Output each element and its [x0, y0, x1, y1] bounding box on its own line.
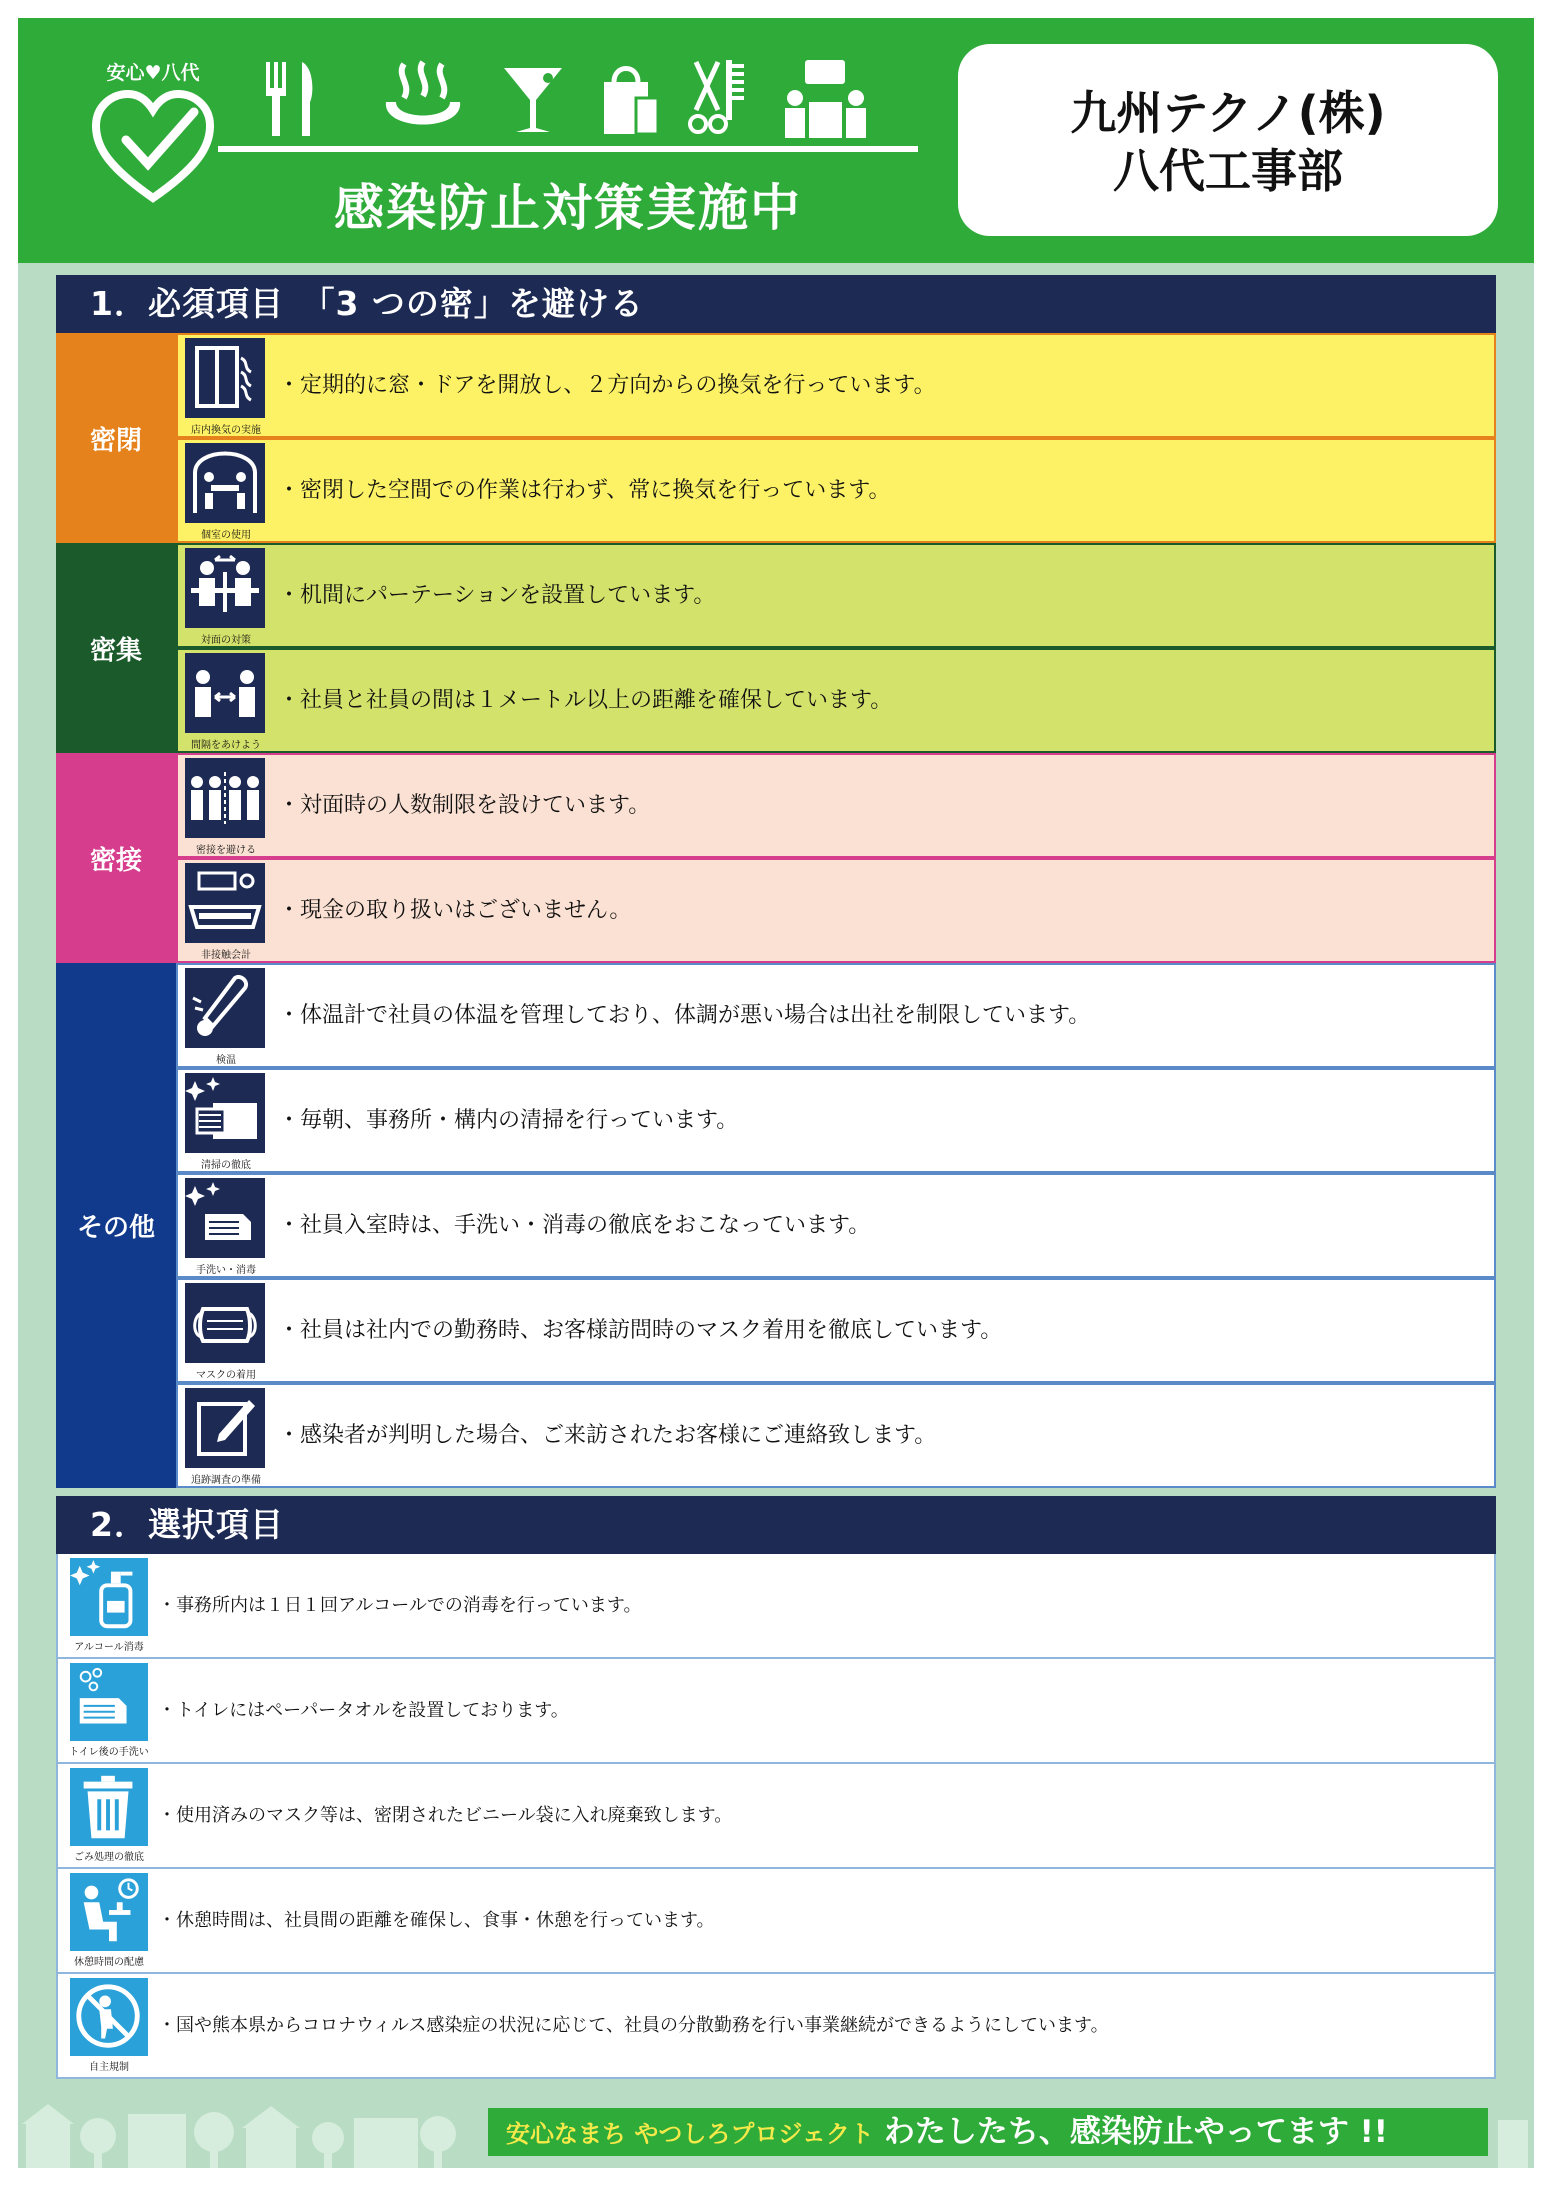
pictogram-tile [185, 863, 265, 943]
alcohol-bottle-icon [70, 1558, 148, 1636]
pictogram-tile [185, 1178, 265, 1258]
comb-scissors-icon [688, 58, 758, 138]
measure-text: ・対面時の人数制限を設けています。 [278, 793, 651, 818]
pictogram-caption: トイレ後の手洗い [69, 1747, 149, 1758]
header [18, 18, 1534, 263]
measure-text: ・定期的に窓・ドアを開放し、２方向からの換気を行っています。 [278, 373, 936, 398]
company-box [958, 44, 1498, 236]
logo-text: 安心♥八代 [106, 62, 200, 84]
break-time-icon [70, 1873, 148, 1951]
measure-row [176, 1383, 1496, 1488]
measure-text: ・トイレにはペーパータオルを設置しております。 [158, 1700, 569, 1721]
company-name: 九州テクノ(株) [1070, 86, 1386, 140]
thermometer-icon [185, 968, 265, 1048]
category-label: 密集 [56, 543, 176, 753]
measure-row [176, 333, 1496, 438]
category-group [56, 963, 1496, 1488]
footer-banner [488, 2108, 1488, 2156]
measure-text: ・休憩時間は、社員間の距離を確保し、食事・休憩を行っています。 [158, 1910, 715, 1931]
pictogram [64, 1663, 154, 1761]
measure-row [176, 648, 1496, 753]
measure-row [176, 858, 1496, 963]
measure-text: ・社員は社内での勤務時、お客様訪問時のマスク着用を徹底しています。 [278, 1318, 1003, 1343]
poster [18, 18, 1534, 2168]
section1-heading: 1．必須項目 「3 つの密」を避ける [56, 275, 1496, 333]
pictogram-caption: 検温 [216, 1055, 236, 1066]
pictogram [182, 1177, 268, 1277]
optional-measure-row [56, 1869, 1496, 1974]
pictogram-caption: 対面の対策 [201, 635, 251, 646]
cocktail-glass-icon [498, 58, 568, 138]
measure-text: ・現金の取り扱いはございません。 [278, 898, 632, 923]
pictogram [182, 757, 268, 857]
mask-icon [185, 1283, 265, 1363]
pictogram-caption: 非接触会計 [201, 950, 251, 961]
measure-text: ・社員と社員の間は１メートル以上の距離を確保しています。 [278, 688, 893, 713]
pictogram-caption: 密接を避ける [196, 845, 256, 856]
department-name: 八代工事部 [1113, 144, 1343, 198]
measure-row [176, 1173, 1496, 1278]
header-pictograms [258, 58, 868, 148]
pictogram-caption: アルコール消毒 [74, 1642, 144, 1653]
meeting-table-icon [783, 58, 868, 143]
measure-text: ・毎朝、事務所・構内の清掃を行っています。 [278, 1108, 739, 1133]
toilet-handwash-icon [70, 1663, 148, 1741]
measure-row [176, 753, 1496, 858]
category-rows [176, 753, 1496, 963]
measure-text: ・体温計で社員の体温を管理しており、体調が悪い場合は出社を制限しています。 [278, 1003, 1091, 1028]
distance-icon [185, 653, 265, 733]
pictogram-tile [70, 1873, 148, 1951]
pictogram-caption: 手洗い・消毒 [196, 1265, 256, 1276]
no-entry-person-icon [70, 1978, 148, 2056]
slogan: わたしたち、感染防止やってます !! [883, 2114, 1388, 2150]
pictogram-caption: 店内換気の実施 [191, 425, 261, 436]
pictogram [64, 1558, 154, 1656]
optional-measure-row [56, 1974, 1496, 2079]
pictogram-tile [70, 1768, 148, 1846]
pictogram [64, 1978, 154, 2076]
pictogram [182, 967, 268, 1067]
avoid-crowd-icon [185, 758, 265, 838]
measure-row [176, 963, 1496, 1068]
pictogram-tile [185, 653, 265, 733]
anshin-yatsushiro-logo [78, 58, 228, 218]
pictogram [64, 1873, 154, 1971]
heart-check-icon [90, 88, 216, 208]
category-label: 密閉 [56, 333, 176, 543]
page-title: 感染防止対策実施中 [334, 179, 802, 237]
section1-body [56, 333, 1496, 1488]
category-rows [176, 333, 1496, 543]
measure-text: ・事務所内は１日１回アルコールでの消毒を行っています。 [158, 1595, 642, 1616]
measure-row [176, 543, 1496, 648]
pictogram-tile [70, 1663, 148, 1741]
pictogram-tile [70, 1978, 148, 2056]
category-rows [176, 963, 1496, 1488]
pictogram-caption: 追跡調査の準備 [191, 1475, 261, 1486]
shopping-bag-icon [588, 58, 668, 138]
pictogram [182, 337, 268, 437]
face-to-face-icon [185, 548, 265, 628]
measure-row [176, 438, 1496, 543]
pictogram-tile [185, 758, 265, 838]
pictogram [182, 1282, 268, 1382]
measure-row [176, 1278, 1496, 1383]
category-group [56, 543, 1496, 753]
pictogram-caption: マスクの着用 [196, 1370, 256, 1381]
category-label: その他 [56, 963, 176, 1488]
project-name: 安心なまち やつしろプロジェクト [506, 2120, 874, 2148]
pictogram [182, 862, 268, 962]
pictogram-tile [185, 443, 265, 523]
section2-heading: 2．選択項目 [56, 1496, 1496, 1554]
measure-text: ・机間にパーテーションを設置しています。 [278, 583, 716, 608]
hand-wash-icon [185, 1178, 265, 1258]
pictogram [182, 1072, 268, 1172]
measure-text: ・使用済みのマスク等は、密閉されたビニール袋に入れ廃棄致します。 [158, 1805, 733, 1826]
private-room-icon [185, 443, 265, 523]
pictogram [182, 442, 268, 542]
window-ventilation-icon [185, 338, 265, 418]
pictogram [182, 547, 268, 647]
measure-text: ・社員入室時は、手洗い・消毒の徹底をおこなっています。 [278, 1213, 871, 1238]
measure-text: ・国や熊本県からコロナウィルス感染症の状況に応じて、社員の分散勤務を行い事業継続ができるようにしています。 [158, 2015, 1109, 2036]
section2-body [56, 1554, 1496, 2079]
optional-measure-row [56, 1659, 1496, 1764]
optional-measure-row [56, 1764, 1496, 1869]
pictogram-tile [185, 968, 265, 1048]
pictogram-tile [185, 1073, 265, 1153]
trash-can-icon [70, 1768, 148, 1846]
pictogram-tile [185, 338, 265, 418]
measure-row [176, 1068, 1496, 1173]
category-label: 密接 [56, 753, 176, 963]
pictogram-caption: ごみ処理の徹底 [74, 1852, 144, 1863]
pictogram-caption: 個室の使用 [201, 530, 251, 541]
pictogram-caption: 清掃の徹底 [201, 1160, 251, 1171]
pictogram-caption: 間隔をあけよう [191, 740, 261, 751]
pictogram [64, 1768, 154, 1866]
hot-spring-icon [378, 58, 468, 138]
footer [18, 2096, 1534, 2168]
pictogram-tile [185, 1388, 265, 1468]
measure-text: ・感染者が判明した場合、ご来訪されたお客様にご連絡致します。 [278, 1423, 937, 1448]
pictogram-tile [185, 548, 265, 628]
optional-measure-row [56, 1554, 1496, 1659]
cashless-tray-icon [185, 863, 265, 943]
category-group [56, 333, 1496, 543]
cleaning-icon [185, 1073, 265, 1153]
tracing-note-icon [185, 1388, 265, 1468]
pictogram-tile [70, 1558, 148, 1636]
measure-text: ・密閉した空間での作業は行わず、常に換気を行っています。 [278, 478, 891, 503]
category-rows [176, 543, 1496, 753]
pictogram-tile [185, 1283, 265, 1363]
pictogram-caption: 自主規制 [89, 2062, 129, 2073]
fork-knife-icon [258, 58, 328, 138]
pictogram [182, 652, 268, 752]
pictogram [182, 1387, 268, 1487]
category-group [56, 753, 1496, 963]
pictogram-caption: 休憩時間の配慮 [74, 1957, 144, 1968]
header-divider [218, 146, 918, 152]
